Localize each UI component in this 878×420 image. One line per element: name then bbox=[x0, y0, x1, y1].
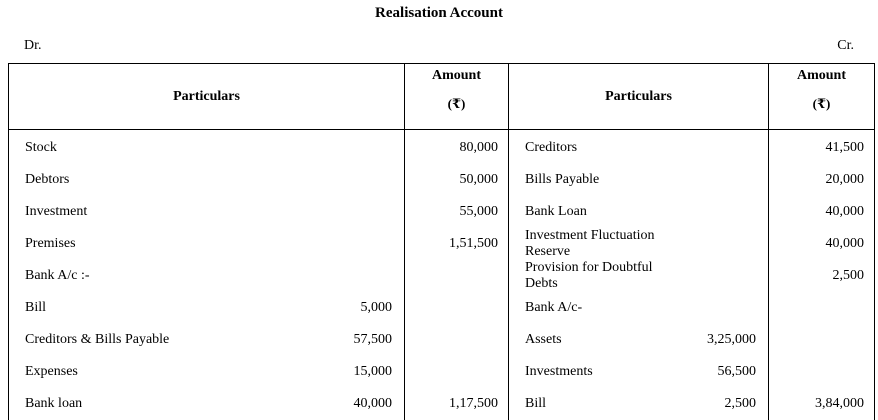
dr-particular: Debtors bbox=[9, 164, 305, 196]
dr-amount: 80,000 bbox=[405, 130, 509, 165]
cr-amount: 20,000 bbox=[769, 164, 875, 196]
dr-particular: Stock bbox=[9, 130, 305, 165]
cr-particular: Investment Fluctuation Reserve bbox=[525, 228, 655, 259]
cr-particular: Provision for Doubtful Debts bbox=[525, 260, 653, 291]
dr-particular: Creditors & Bills Payable bbox=[9, 324, 305, 356]
cr-sub-amount bbox=[669, 196, 769, 228]
cr-particular: Bank Loan bbox=[525, 204, 587, 219]
dr-particular: Premises bbox=[9, 228, 305, 260]
header-row bbox=[9, 64, 875, 130]
page-title: Realisation Account bbox=[375, 5, 503, 21]
table-row bbox=[9, 228, 875, 260]
dr-sub-amount: 57,500 bbox=[353, 332, 392, 347]
table-row bbox=[9, 356, 875, 388]
dr-amount-header bbox=[405, 64, 509, 130]
dr-sub-amount: 15,000 bbox=[353, 364, 392, 379]
table-row bbox=[9, 130, 875, 165]
table-row bbox=[9, 260, 875, 292]
dr-amount bbox=[405, 356, 509, 388]
cr-amount: 41,500 bbox=[769, 130, 875, 165]
cr-sub-amount bbox=[669, 260, 769, 292]
cr-particulars-header: Particulars bbox=[509, 64, 769, 130]
dr-particular: Expenses bbox=[9, 356, 305, 388]
cr-amount bbox=[769, 292, 875, 324]
table-row bbox=[9, 324, 875, 356]
dr-amount: 55,000 bbox=[405, 196, 509, 228]
dr-sub-amount bbox=[305, 164, 405, 196]
cr-currency-label: (₹) bbox=[812, 96, 831, 111]
dr-sub-amount: 5,000 bbox=[360, 300, 392, 315]
dr-sub-amount bbox=[305, 228, 405, 260]
dr-amount bbox=[405, 260, 509, 292]
dr-sub-amount bbox=[305, 260, 405, 292]
dr-sub-amount bbox=[305, 130, 405, 165]
cr-amount-label: Amount bbox=[796, 68, 846, 83]
cr-particular: Creditors bbox=[525, 140, 578, 155]
realisation-account-table bbox=[8, 63, 875, 420]
dr-particular: Bill bbox=[9, 292, 305, 324]
dr-currency-label: (₹) bbox=[447, 96, 466, 111]
cr-amount-header bbox=[769, 64, 875, 130]
cr-sub-amount bbox=[669, 228, 769, 260]
dr-particular: Bank loan bbox=[9, 388, 305, 420]
table-row bbox=[9, 388, 875, 420]
cr-sub-amount bbox=[669, 292, 769, 324]
dr-particular: Bank A/c :- bbox=[9, 260, 305, 292]
cr-sub-amount: 3,25,000 bbox=[707, 332, 756, 347]
table-row bbox=[9, 196, 875, 228]
dr-amount-label: Amount bbox=[431, 68, 481, 83]
cr-sub-amount: 56,500 bbox=[717, 364, 756, 379]
cr-amount bbox=[769, 356, 875, 388]
debit-label: Dr. bbox=[24, 38, 42, 53]
dr-amount bbox=[405, 292, 509, 324]
cr-particular: Bills Payable bbox=[525, 172, 600, 187]
table-row bbox=[9, 292, 875, 324]
cr-sub-amount bbox=[669, 130, 769, 165]
cr-particular: Assets bbox=[525, 332, 562, 347]
dr-amount bbox=[405, 324, 509, 356]
cr-sub-amount: 2,500 bbox=[724, 396, 756, 411]
cr-particular: Investments bbox=[525, 364, 593, 379]
dr-amount: 1,51,500 bbox=[405, 228, 509, 260]
cr-amount: 40,000 bbox=[769, 196, 875, 228]
cr-amount: 3,84,000 bbox=[769, 388, 875, 420]
cr-particular: Bill bbox=[525, 396, 547, 411]
dr-particular: Investment bbox=[9, 196, 305, 228]
table-row bbox=[9, 164, 875, 196]
cr-sub-amount bbox=[669, 164, 769, 196]
dr-amount: 1,17,500 bbox=[405, 388, 509, 420]
cr-amount: 40,000 bbox=[769, 228, 875, 260]
cr-amount: 2,500 bbox=[769, 260, 875, 292]
credit-label: Cr. bbox=[837, 38, 854, 53]
cr-amount bbox=[769, 324, 875, 356]
dr-sub-amount bbox=[305, 196, 405, 228]
dr-amount: 50,000 bbox=[405, 164, 509, 196]
cr-particular: Bank A/c- bbox=[525, 300, 583, 315]
dr-particulars-header: Particulars bbox=[9, 64, 405, 130]
dr-sub-amount: 40,000 bbox=[353, 396, 392, 411]
